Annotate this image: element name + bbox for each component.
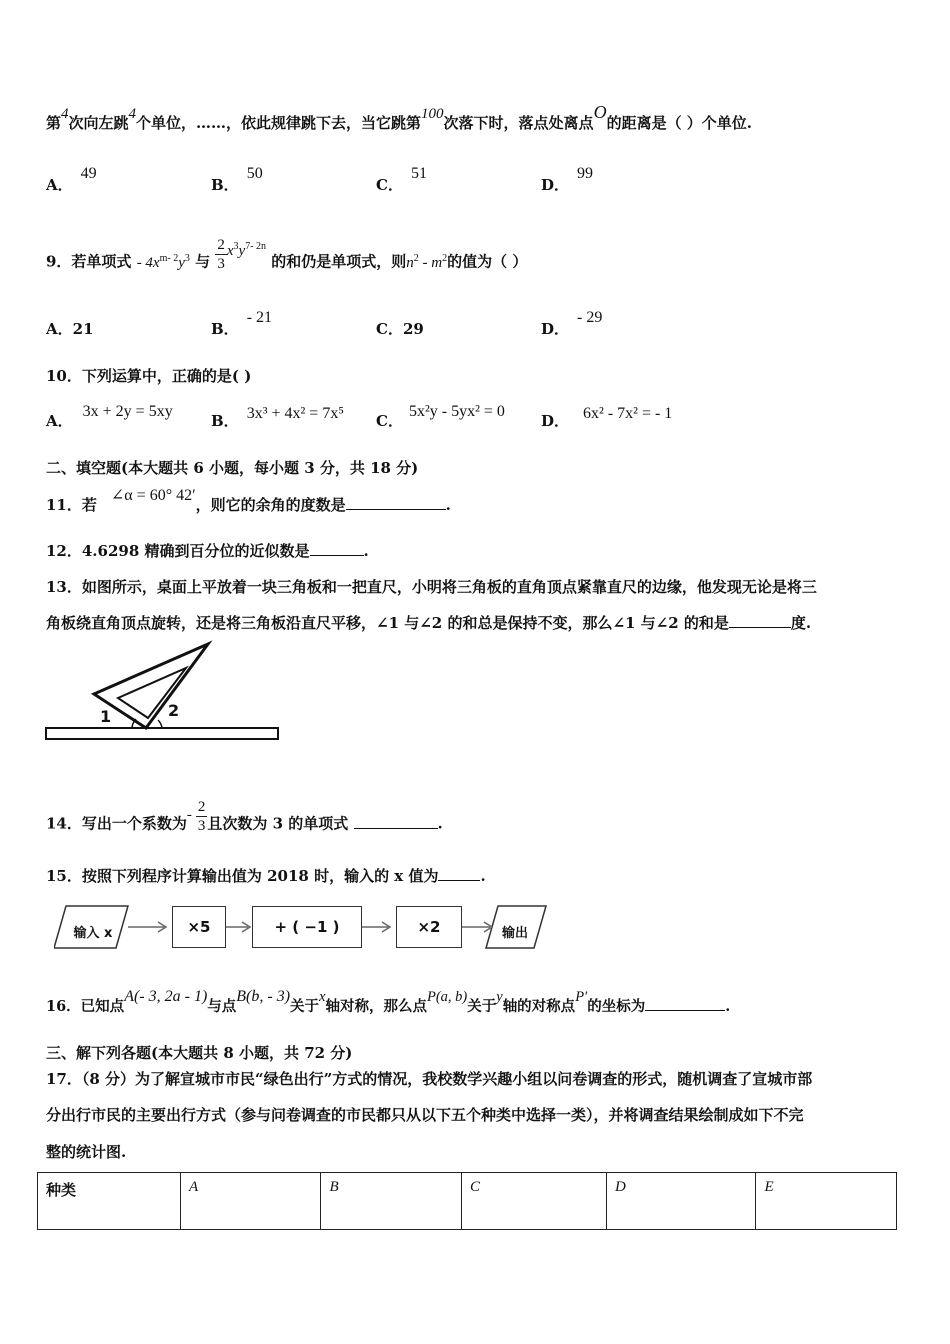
q16-point-p-prime: P′ [575,989,588,1005]
q11-angle-expression: ∠α = 60° 42′ [110,487,196,504]
q15-answer-blank[interactable] [438,866,480,881]
q9-monomial-2: $x^3y^{7- 2n}$ [226,240,267,259]
q8-option-a: A．49 [46,165,97,194]
q9-expression: $n^2 - m^2$ [406,252,448,271]
q14-answer-blank[interactable] [354,814,438,829]
table-row [38,1173,897,1230]
q14-stem: 14．写出一个系数为- $\frac{2}{3}$ 且次数为 3 的单项式 . [46,799,443,834]
q9-option-c: C．29 [376,320,424,338]
angle-2-label: 2 [168,701,180,720]
flow-times-2: ×2 [396,906,462,948]
q9-monomial-1: - $4x^{m- 2}y^3$ [136,252,190,271]
q15-stem: 15．按照下列程序计算输出值为 2018 时，输入的 x 值为 . [46,867,486,885]
q13-line-2: 角板绕直角顶点旋转，还是将三角板沿直尺平移，∠1 与∠2 的和总是保持不变，那么∠1 与∠2 的和是 度. [46,614,812,632]
q8-text-1: 第 [46,114,62,132]
angle-2-arc [158,720,162,728]
q8-stem [46,102,753,133]
q9-fraction: $\frac{2}{3}$ [217,237,225,272]
flow-times-5: ×5 [172,906,226,948]
q8-text-2: 次向左跳 [68,114,129,132]
ruler [46,728,278,739]
q16-point-a: A(- 3, 2a - 1) [124,988,208,1005]
q8-num-1: 4 [61,106,69,122]
q16-point-b: B(b, - 3) [236,988,291,1005]
q10-stem: 10．下列运算中，正确的是( ) [46,367,252,385]
flow-output-label: 输出 [501,926,528,941]
q9-option-b: B．- 21 [211,309,273,338]
q12-answer-blank[interactable] [310,541,364,556]
q8-text-5: 的距离是（ ）个单位. [606,114,753,132]
q17-line-2: 分出行市民的主要出行方式（参与问卷调查的市民都只从以下五个种类中选择一类），并将调查结果绘制成如下不完 [46,1106,804,1124]
table-cell-b: B [321,1173,461,1230]
q8-num-3: 100 [421,106,444,122]
q16-answer-blank[interactable] [645,996,725,1011]
table-header-cell: 种类 [38,1173,181,1230]
q11-answer-blank[interactable] [346,495,446,510]
flow-input-label: 输入 x [73,926,113,941]
q8-num-2: 4 [128,106,137,122]
q10-option-d: D． 6x² - 7x² = - 1 [541,405,673,430]
triangle-ruler-figure [40,640,290,744]
q12-stem: 12．4.6298 精确到百分位的近似数是 . [46,542,369,560]
q9-option-d: D．- 29 [541,309,603,338]
q8-point-o: O [593,102,607,122]
q17-category-table [37,1172,897,1230]
q10-option-b: B． 3x³ + 4x² = 7x⁵ [211,405,344,430]
table-cell-c: C [461,1173,606,1230]
q17-line-3: 整的统计图. [46,1143,127,1161]
table-cell-d: D [606,1173,755,1230]
q11-stem: 11．若∠α = 60° 42′，则它的余角的度数是 . [46,487,451,514]
q14-fraction: $\frac{2}{3}$ [197,799,206,834]
q17-line-1: 17．（8 分）为了解宣城市市民“绿色出行”方式的情况，我校数学兴趣小组以问卷调查的形式，随机调查了宣城市部 [46,1070,813,1088]
q9-stem: 9．若单项式 - $4x^{m- 2}y^3$ 与 $\frac{2}{3}$ $x^3y^{7- 2n}$ 的和仍是单项式，则$n^2 - m^2$的值为（ ） [46,237,528,272]
q8-option-b: B．50 [211,165,263,194]
section-3-heading: 三、解下列各题(本大题共 8 小题，共 72 分) [46,1044,353,1062]
q8-option-c: C．51 [376,165,427,194]
q10-option-c: C．5x²y - 5yx² = 0 [376,403,505,430]
q13-answer-blank[interactable] [729,613,791,628]
section-2-heading: 二、填空题(本大题共 6 小题，每小题 3 分，共 18 分) [46,459,419,477]
q10-option-a: A．3x + 2y = 5xy [46,403,173,430]
table-cell-e: E [756,1173,897,1230]
q8-text-4: 次落下时，落点处离点 [443,114,594,132]
table-cell-a: A [181,1173,321,1230]
q8-text-3: 个单位，……，依此规律跳下去，当它跳第 [136,114,422,132]
flow-plus-neg-1: + ( −1 ) [252,906,362,948]
q9-option-a: A．21 [46,320,94,338]
q13-line-1: 13．如图所示，桌面上平放着一块三角板和一把直尺，小明将三角板的直角顶点紧靠直尺的边缘，他发现无论是将三 [46,578,817,596]
q8-option-d: D．99 [541,165,594,194]
angle-1-label: 1 [100,707,112,726]
q16-point-p: P(a, b) [426,989,468,1005]
q16-stem: 16．已知点A(- 3, 2a - 1)与点B(b, - 3)关于x轴对称，那么点P(a, b)关于y轴的对称点P′的坐标为 . [46,988,731,1015]
